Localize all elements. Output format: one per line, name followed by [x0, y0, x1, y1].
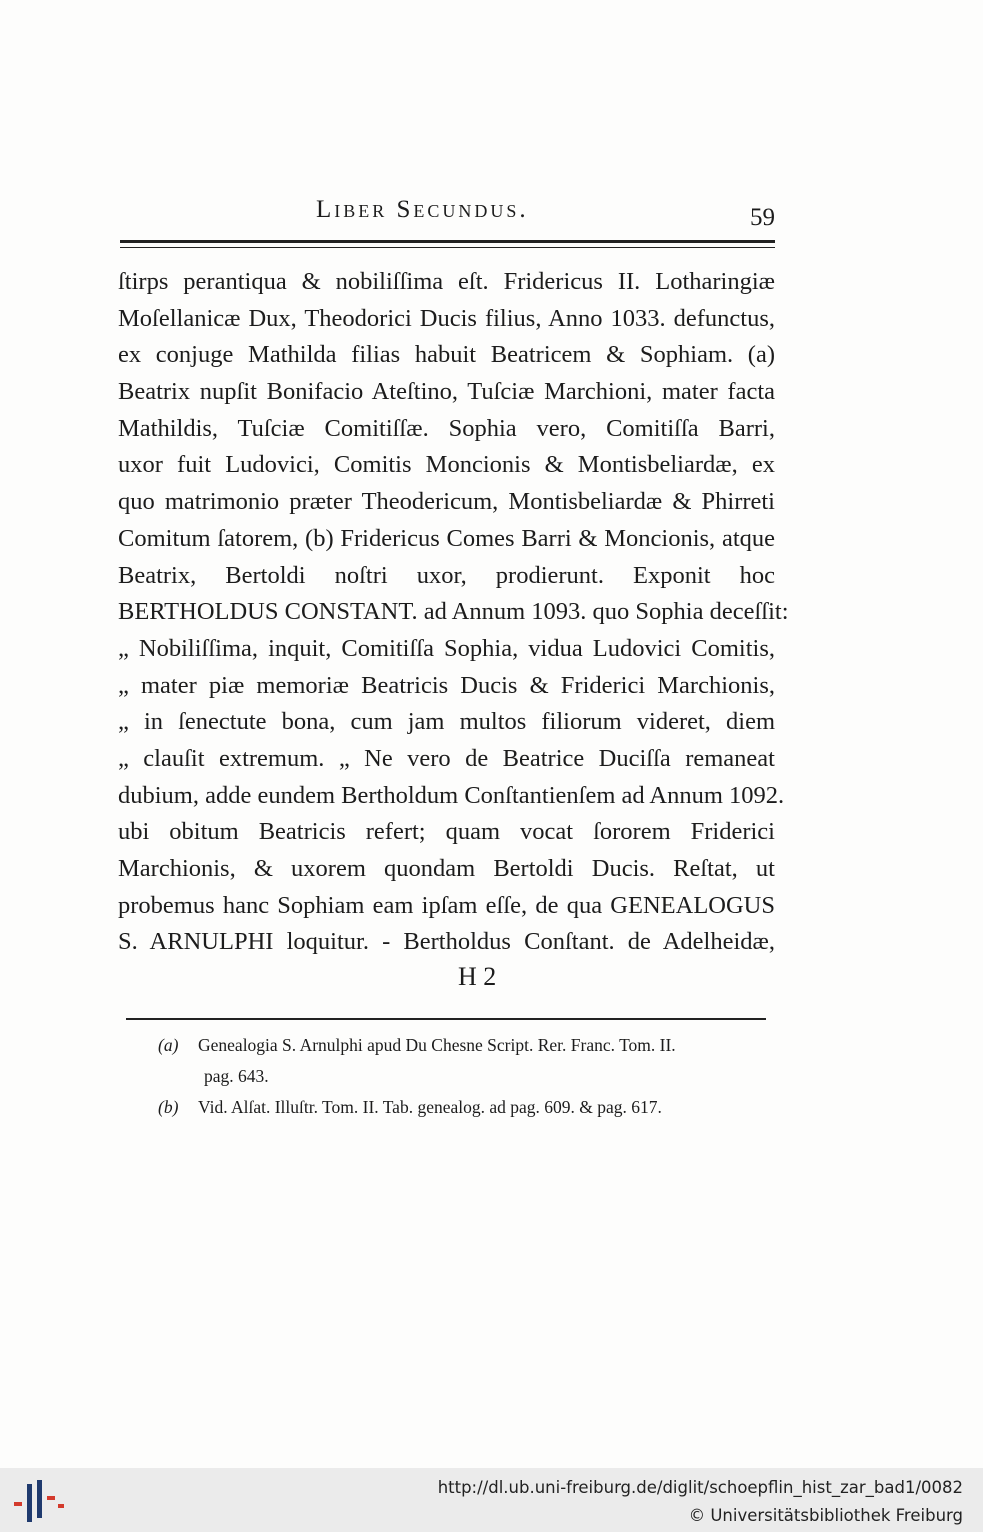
- footnotes: [158, 1030, 770, 1123]
- footnote-text: Vid. Alſat. Illuſtr. Tom. II. Tab. genealog. ad pag. 609. & pag. 617.: [198, 1097, 662, 1117]
- footnote-rule: [126, 1018, 766, 1020]
- body-line: Mathildis, Tuſciæ Comitiſſæ. Sophia vero, Comitiſſa Barri,: [118, 414, 775, 442]
- body-line: BERTHOLDUS CONSTANT. ad Annum 1093. quo Sophia deceſſit:: [118, 598, 789, 626]
- viewer-footer: [0, 1468, 983, 1532]
- body-line: „ mater piæ memoriæ Beatricis Ducis & Friderici Marchionis,: [118, 671, 775, 699]
- footnote-text: Genealogia S. Arnulphi apud Du Chesne Script. Rer. Franc. Tom. II.: [198, 1035, 676, 1055]
- body-line: quo matrimonio præter Theodericum, Montisbeliardæ & Phirreti: [118, 488, 775, 516]
- body-line: probemus hanc Sophiam eam ipſam eſſe, de qua GENEALOGUS: [118, 891, 775, 919]
- copyright-notice: © Universitätsbibliothek Freiburg: [688, 1506, 963, 1525]
- body-line: Comitum ſatorem, (b) Fridericus Comes Barri & Moncionis, atque: [118, 524, 775, 552]
- body-line: Beatrix nupſit Bonifacio Ateſtino, Tuſciæ Marchioni, mater facta: [118, 378, 775, 406]
- header-rule-thin: [120, 247, 775, 248]
- permalink-url[interactable]: http://dl.ub.uni-freiburg.de/diglit/schoepflin_hist_zar_bad1/0082: [437, 1478, 963, 1497]
- footnote-a: [158, 1030, 770, 1061]
- body-text: [118, 264, 789, 961]
- footnote-b: [158, 1092, 770, 1123]
- body-line: Moſellanicæ Dux, Theodorici Ducis filius, Anno 1033. defunctus,: [118, 304, 775, 332]
- body-line: ſtirps perantiqua & nobiliſſima eſt. Fridericus II. Lotharingiæ: [118, 268, 775, 295]
- body-line: ubi obitum Beatricis refert; quam vocat ſororem Friderici: [118, 818, 775, 846]
- body-line: „ Nobiliſſima, inquit, Comitiſſa Sophia, vidua Ludovici Comitis,: [118, 634, 775, 662]
- footnote-marker: (a): [158, 1035, 179, 1055]
- ub-freiburg-logo-icon[interactable]: [12, 1478, 64, 1524]
- body-line: uxor fuit Ludovici, Comitis Moncionis & Montisbeliardæ, ex: [118, 451, 775, 479]
- body-line: Beatrix, Bertoldi noſtri uxor, prodierunt. Exponit hoc: [118, 561, 775, 589]
- body-line: „ clauſit extremum. „ Ne vero de Beatrice Duciſſa remaneat: [118, 744, 775, 772]
- body-line: Marchionis, & uxorem quondam Bertoldi Ducis. Reſtat, ut: [118, 855, 775, 882]
- footnote-a-continuation: pag. 643.: [204, 1066, 269, 1086]
- header-rule-thick: [120, 240, 775, 243]
- body-line: ex conjuge Mathilda filias habuit Beatricem & Sophiam. (a): [118, 341, 775, 369]
- body-line: dubium, adde eundem Bertholdum Conſtantienſem ad Annum 1092.: [118, 781, 785, 809]
- signature-mark: H 2: [458, 962, 497, 991]
- body-line: „ in ſenectute bona, cum jam multos filiorum videret, diem: [118, 708, 775, 736]
- footnote-marker: (b): [158, 1097, 179, 1117]
- body-line: S. ARNULPHI loquitur. - Bertholdus Conſtant. de Adelheidæ,: [118, 928, 775, 956]
- running-title: Liber Secundus.: [316, 196, 529, 223]
- page-number: 59: [750, 204, 775, 231]
